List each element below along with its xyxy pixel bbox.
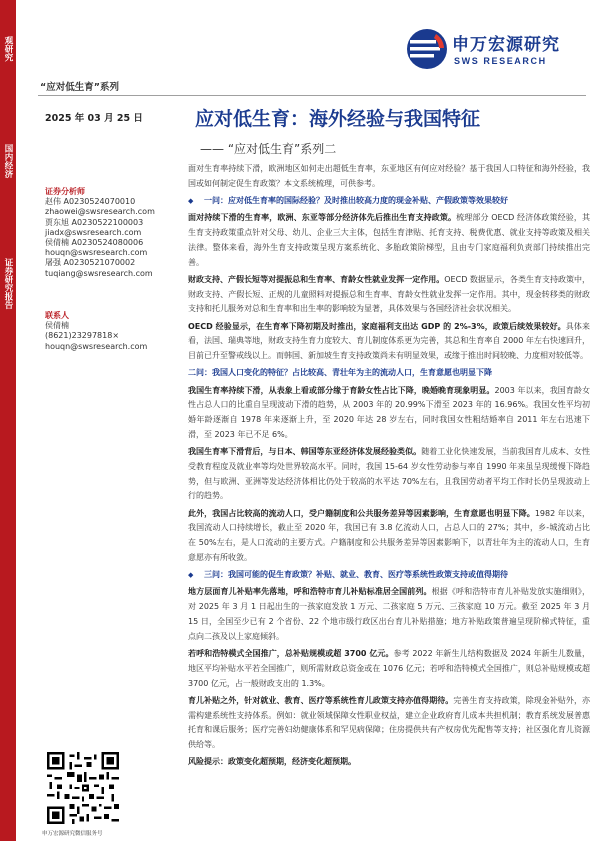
sidebar-label-domestic-economy: 国内经济 [3, 144, 13, 178]
section-heading-q3: ◆ 三问：我国可能的促生育政策？补贴、就业、教育、医疗等系统性政策支持或值得期待 [188, 568, 590, 583]
analyst-heading: 证券分析师 [45, 187, 85, 196]
analyst-line: 侯倩楠 A0230524080006 [45, 238, 144, 248]
paragraph-lead: 若呼和浩特模式全国推广，总补贴规模或超 3700 亿元。 [188, 649, 394, 658]
section-heading-q2: 二问：我国人口变化的特征？占比较高、青壮年为主的流动人口，生育意愿也明显下降 [188, 368, 492, 378]
paragraph-lead: 面对持续下滑的生育率，欧洲、东亚等部分经济体先后推出生育支持政策。 [188, 213, 457, 223]
contact-name: 侯倩楠 [45, 321, 69, 331]
company-logo [406, 26, 586, 86]
report-title: 应对低生育：海外经验与我国特征 [195, 108, 481, 130]
paragraph-body: 具体来看，法国、瑞典等地，财政支持生育力度较大、育儿制度体系更为完善，其总和生育率自 2000 年左右快速回升，目前已升至警戒线以上。而韩国、新加坡生育支持政策尚未有明显效果，或缘于推出时间较晚、力度相对较低等。 [188, 321, 590, 361]
paragraph-lead: 我国生育率下滑背后，与日本、韩国等东亚经济体发展经验类似。 [188, 447, 422, 457]
analyst-email[interactable]: zhaowei@swsresearch.com [45, 207, 155, 217]
report-date: 2025 年 03 月 25 日 [45, 113, 143, 124]
paragraph-fertility-decline [188, 384, 590, 443]
sidebar-label-macro: 观研究 [3, 36, 13, 62]
paragraph-floating-population [188, 507, 590, 566]
paragraph-body: 梳理部分 OECD 经济体政策经验，其生育支持政策重点针对父母、幼儿、企业三大主体，包括生育津贴、托育支持、税费优惠、就业支持等政策及相关法律。整体来看，海外生育支持政策呈现方案系统化、多胎政策阶梯型，且由专门家庭福利负责部门持续推出完善。 [188, 213, 590, 267]
logo-english-name: SWS RESEARCH [454, 56, 547, 66]
paragraph-lead: 地方层面育儿补贴率先落地，呼和浩特市育儿补贴标准居全国前列。 [188, 587, 432, 597]
section-heading-q1: ◆ 一问：应对低生育率的国际经验？及时推出较高力度的现金补贴、产假政策等效果较好 [188, 194, 590, 209]
report-summary [188, 162, 590, 773]
analyst-email[interactable]: houqn@swsresearch.com [45, 248, 148, 258]
paragraph-body: 2003 年以来，我国育龄女性占总人口的比重自呈现波动下滑的趋势，从 2003 年的 20.99%下滑至 2023 年的 16.96%。我国女性平均初婚年龄逐渐自 1978 年来逐渐上升，至 2020 年达 28 岁左右，同时我国女性粗结婚率自 2011 年左右迅速下滑，至 2023 年已不足 6%。 [188, 385, 590, 439]
qr-code-icon [47, 752, 119, 824]
analyst-email[interactable]: tuqiang@swsresearch.com [45, 268, 153, 278]
paragraph-body: 参考 2022 年新生儿结构数据及 2024 年新生儿数量，地区平均补贴水平若全国推广，则所需财政总资金或在 1076 亿元；若呼和浩特模式全国推广，则总补贴规模或超 3700 亿元，占一般财政支出的 1.3%。 [188, 649, 590, 688]
analyst-line: 贾东旭 A0230522100003 [45, 217, 144, 227]
analyst-block [45, 187, 175, 279]
paragraph-lead: 育儿补贴之外，针对就业、教育、医疗等系统性育儿政策支持亦值得期待。 [188, 695, 454, 705]
analyst-line: 屠强 A0230521070002 [45, 258, 136, 268]
paragraph-local-subsidy [188, 585, 590, 644]
paragraph-subsidy-scale [188, 647, 590, 691]
paragraph-lead: OECD 经验显示，在生育率下降初期及时推出，家庭福利支出达 GDP 的 2%-3%，政策后续效果较好。 [188, 321, 566, 331]
paragraph-systemic-support [188, 694, 590, 753]
paragraph-oecd-experience [188, 320, 590, 364]
paragraph-policy-overview [188, 211, 590, 270]
contact-heading: 联系人 [45, 311, 69, 320]
paragraph-lead: 此外，我国占比较高的流动人口，受户籍制度和公共服务差异等因素影响，生育意愿也明显下降。 [188, 508, 535, 518]
paragraph-lead: 我国生育率持续下滑，从表象上看或部分缘于育龄女性占比下降，晚婚晚育现象明显。 [188, 385, 495, 395]
paragraph-body: 完善生育支持政策，除现金补贴外，亦需构建系统性支持体系。例如：就业领域保障女性职业权益，建立企业政府育儿成本共担机制；教育系统发展普惠托育和课后服务；医疗完善妇幼健康体系和罕见病保障；住房提供共有产权房优先配售等支持；社区强化育儿资源供给等。 [188, 695, 590, 750]
logo-chinese-name: 申万宏源研究 [452, 35, 560, 55]
intro-paragraph: 面对生育率持续下滑，欧洲地区如何走出超低生育率，东亚地区有何应对经验？基于我国人口特征和海外经验，我国或如何制定促生育政策？本文系统梳理，可供参考。 [188, 164, 590, 188]
logo-mark-icon [406, 28, 448, 70]
header-divider [38, 95, 586, 96]
risk-label: 风险提示： [188, 757, 228, 767]
sidebar-bar [0, 0, 16, 841]
paragraph-body: 随着工业化快速发展，当前我国育儿成本、女性受教育程度及就业率等均处世界较高水平。同时，我国 15-64 岁女性劳动参与率自 1990 年来虽呈现缓慢下降趋势，但与欧洲、亚洲等发达经济体相比仍处于较高的水平达 70%左右，且我国劳动者平均工作时长仍呈现波动上行的趋势。 [188, 447, 591, 501]
risk-text: 政策变化超预期，经济变化超预期。 [228, 757, 356, 767]
risk-warning [188, 755, 590, 770]
report-subtitle: —— “应对低生育”系列二 [200, 142, 337, 156]
analyst-line: 赵伟 A0230524070010 [45, 197, 136, 207]
paragraph-body: OECD 数据显示，各类生育支持政策中，财政支持、产假长短、正规的儿童照料对提振总和生育率、育龄女性就业发挥一定作用。其中，现金转移类的财政支持和托儿服务对总和生育率和出生率的影响较为显著，具体效果与各国经济社会状况相关。 [188, 274, 591, 314]
paragraph-fiscal-support [188, 273, 590, 317]
contact-email[interactable]: houqn@swsresearch.com [45, 341, 148, 351]
paragraph-body: 根据《呼和浩特市育儿补贴发放实施细则》，对 2025 年 3 月 1 日起出生的一孩家庭发放 1 万元、二孩家庭 5 万元、三孩家庭 10 万元。截至 2025 年 3 月 15 日，全国至少已有 2 个省份、22 个地市级行政区出台育儿补贴措施；地方补贴政策普遍呈现阶梯式特征，重点向二孩及以上家庭倾斜。 [188, 587, 590, 641]
paragraph-lead: 财政支持、产假长短等对提振总和生育率、育龄女性就业发挥一定作用。 [188, 274, 445, 284]
analyst-email[interactable]: jiadx@swsresearch.com [45, 227, 142, 237]
paragraph-body: 1982 年以来，我国流动人口持续增长，截止至 2020 年，我国已有 3.8 亿流动人口，占总人口的 27%；其中，乡-城流动占比在 50%左右，是人口流动的主要方式。户籍制度和公共服务差异等因素影响下，以青壮年为主的流动人口，生育意愿亦有所收敛。 [188, 508, 590, 563]
series-tag: “应对低生育”系列 [40, 82, 119, 93]
contact-phone: (8621)23297818× [45, 331, 120, 341]
sidebar-label-research-report: 证券研究报告 [3, 258, 13, 309]
qr-caption: 申万宏源研究微信服务号 [42, 831, 103, 837]
paragraph-east-asia [188, 445, 590, 504]
contact-block [45, 311, 175, 352]
